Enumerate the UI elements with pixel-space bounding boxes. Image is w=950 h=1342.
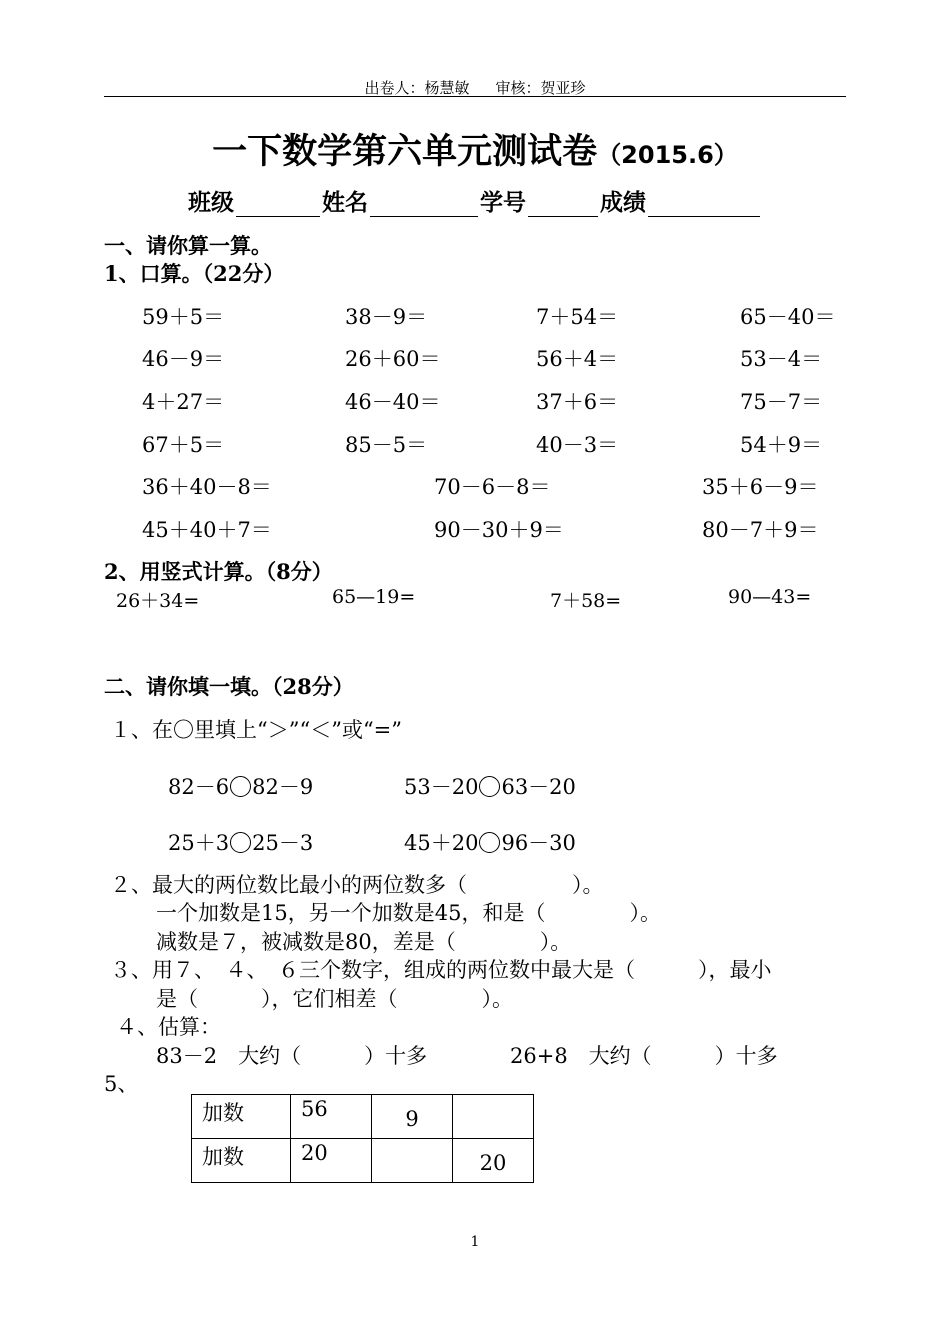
vertical-calc-4: 90—43= <box>728 586 812 608</box>
table-row <box>192 1095 534 1139</box>
oral-q-5-2: 70－6－8＝ <box>434 475 551 499</box>
score-blank[interactable] <box>648 194 760 217</box>
compare-a1-right: 82－9 <box>252 775 314 799</box>
page-title <box>0 124 950 174</box>
compare-circle-icon[interactable] <box>479 832 500 853</box>
q2-line3: 减数是７，被减数是80，差是（ ）。 <box>156 930 572 954</box>
title-main: 一下数学第六单元测试卷 <box>212 132 598 172</box>
compare-a1 <box>168 771 313 801</box>
section1-title: 一、请你算一算。 <box>104 233 272 258</box>
q4-estimate-1: 83－2 大约（ ）十多 <box>156 1044 428 1068</box>
name-blank[interactable] <box>370 194 478 217</box>
oral-q-1-1: 59＋5＝ <box>142 305 225 329</box>
table-cell[interactable] <box>453 1095 534 1139</box>
section2-title: 二、请你填一填。（28分） <box>104 674 354 699</box>
q4-estimate-2: 26+8 大约（ ）十多 <box>510 1044 778 1068</box>
compare-circle-icon[interactable] <box>230 832 251 853</box>
class-label: 班级 <box>188 190 234 216</box>
oral-q-4-4: 54＋9＝ <box>740 433 823 457</box>
score-label: 成绩 <box>600 190 646 216</box>
oral-q-1-3: 7＋54＝ <box>536 305 619 329</box>
oral-q-6-2: 90－30＋9＝ <box>434 518 564 542</box>
header-rule <box>104 96 846 97</box>
part2-title: 2、用竖式计算。（8分） <box>104 559 333 584</box>
q5-label: 5、 <box>104 1072 139 1096</box>
q3-line1: ３、用７、 ４、 ６三个数字，组成的两位数中最大是（ ），最小 <box>110 958 772 982</box>
vertical-calc-2: 65—19= <box>332 586 416 608</box>
compare-b2 <box>404 827 576 857</box>
oral-q-2-2: 26＋60＝ <box>345 347 441 371</box>
reviewer-label: 审核：贺亚珍 <box>495 79 586 97</box>
name-label: 姓名 <box>322 190 368 216</box>
vertical-calc-3: 7＋58= <box>550 590 622 612</box>
table-cell: 20 <box>291 1139 372 1183</box>
oral-q-5-3: 35＋6－9＝ <box>702 475 819 499</box>
compare-b1-right: 25－3 <box>252 831 314 855</box>
compare-a1-left: 82－6 <box>168 775 230 799</box>
table-cell: 加数 <box>192 1139 291 1183</box>
oral-q-2-1: 46－9＝ <box>142 347 225 371</box>
oral-q-3-4: 75－7＝ <box>740 390 823 414</box>
oral-q-5-1: 36＋40－8＝ <box>142 475 272 499</box>
oral-q-2-3: 56＋4＝ <box>536 347 619 371</box>
number-label: 学号 <box>480 190 526 216</box>
table-cell: 56 <box>291 1095 372 1139</box>
compare-b1 <box>168 827 313 857</box>
addend-table <box>191 1094 534 1183</box>
title-date: （2015.6） <box>597 141 738 169</box>
page-number: 1 <box>470 1234 480 1250</box>
number-blank[interactable] <box>528 194 598 217</box>
compare-a2 <box>404 771 576 801</box>
student-info <box>188 184 762 217</box>
oral-q-4-2: 85－5＝ <box>345 433 428 457</box>
oral-q-1-4: 65－40＝ <box>740 305 836 329</box>
oral-q-6-3: 80－7＋9＝ <box>702 518 819 542</box>
oral-q-4-3: 40－3＝ <box>536 433 619 457</box>
oral-q-3-1: 4＋27＝ <box>142 390 225 414</box>
vertical-calc-1: 26＋34= <box>116 590 200 612</box>
oral-q-6-1: 45＋40＋7＝ <box>142 518 272 542</box>
oral-q-2-4: 53－4＝ <box>740 347 823 371</box>
compare-circle-icon[interactable] <box>230 776 251 797</box>
table-row <box>192 1139 534 1183</box>
q2-line2: 一个加数是15，另一个加数是45，和是（ ）。 <box>156 901 661 925</box>
table-cell: 加数 <box>192 1095 291 1139</box>
oral-q-4-1: 67＋5＝ <box>142 433 225 457</box>
compare-b1-left: 25＋3 <box>168 831 230 855</box>
table-cell[interactable] <box>372 1139 453 1183</box>
page-header <box>0 77 950 98</box>
compare-a2-right: 63－20 <box>501 775 576 799</box>
q3-line2: 是（ ），它们相差（ ）。 <box>156 987 513 1011</box>
oral-q-3-3: 37＋6＝ <box>536 390 619 414</box>
author-label: 出卷人：杨慧敏 <box>364 79 470 97</box>
compare-b2-right: 96－30 <box>501 831 576 855</box>
table-cell: 9 <box>372 1095 453 1139</box>
compare-a2-left: 53－20 <box>404 775 479 799</box>
oral-q-3-2: 46－40＝ <box>345 390 441 414</box>
q2-line1: ２、最大的两位数比最小的两位数多（ ）。 <box>110 873 604 897</box>
table-cell: 20 <box>453 1139 534 1183</box>
compare-circle-icon[interactable] <box>479 776 500 797</box>
q1-instruction: １、在〇里填上“＞”“＜”或“=” <box>110 718 403 742</box>
oral-q-1-2: 38－9＝ <box>345 305 428 329</box>
part1-title: 1、口算。（22分） <box>104 261 285 286</box>
class-blank[interactable] <box>236 194 320 217</box>
compare-b2-left: 45＋20 <box>404 831 479 855</box>
q4-title: ４、估算： <box>116 1015 221 1039</box>
